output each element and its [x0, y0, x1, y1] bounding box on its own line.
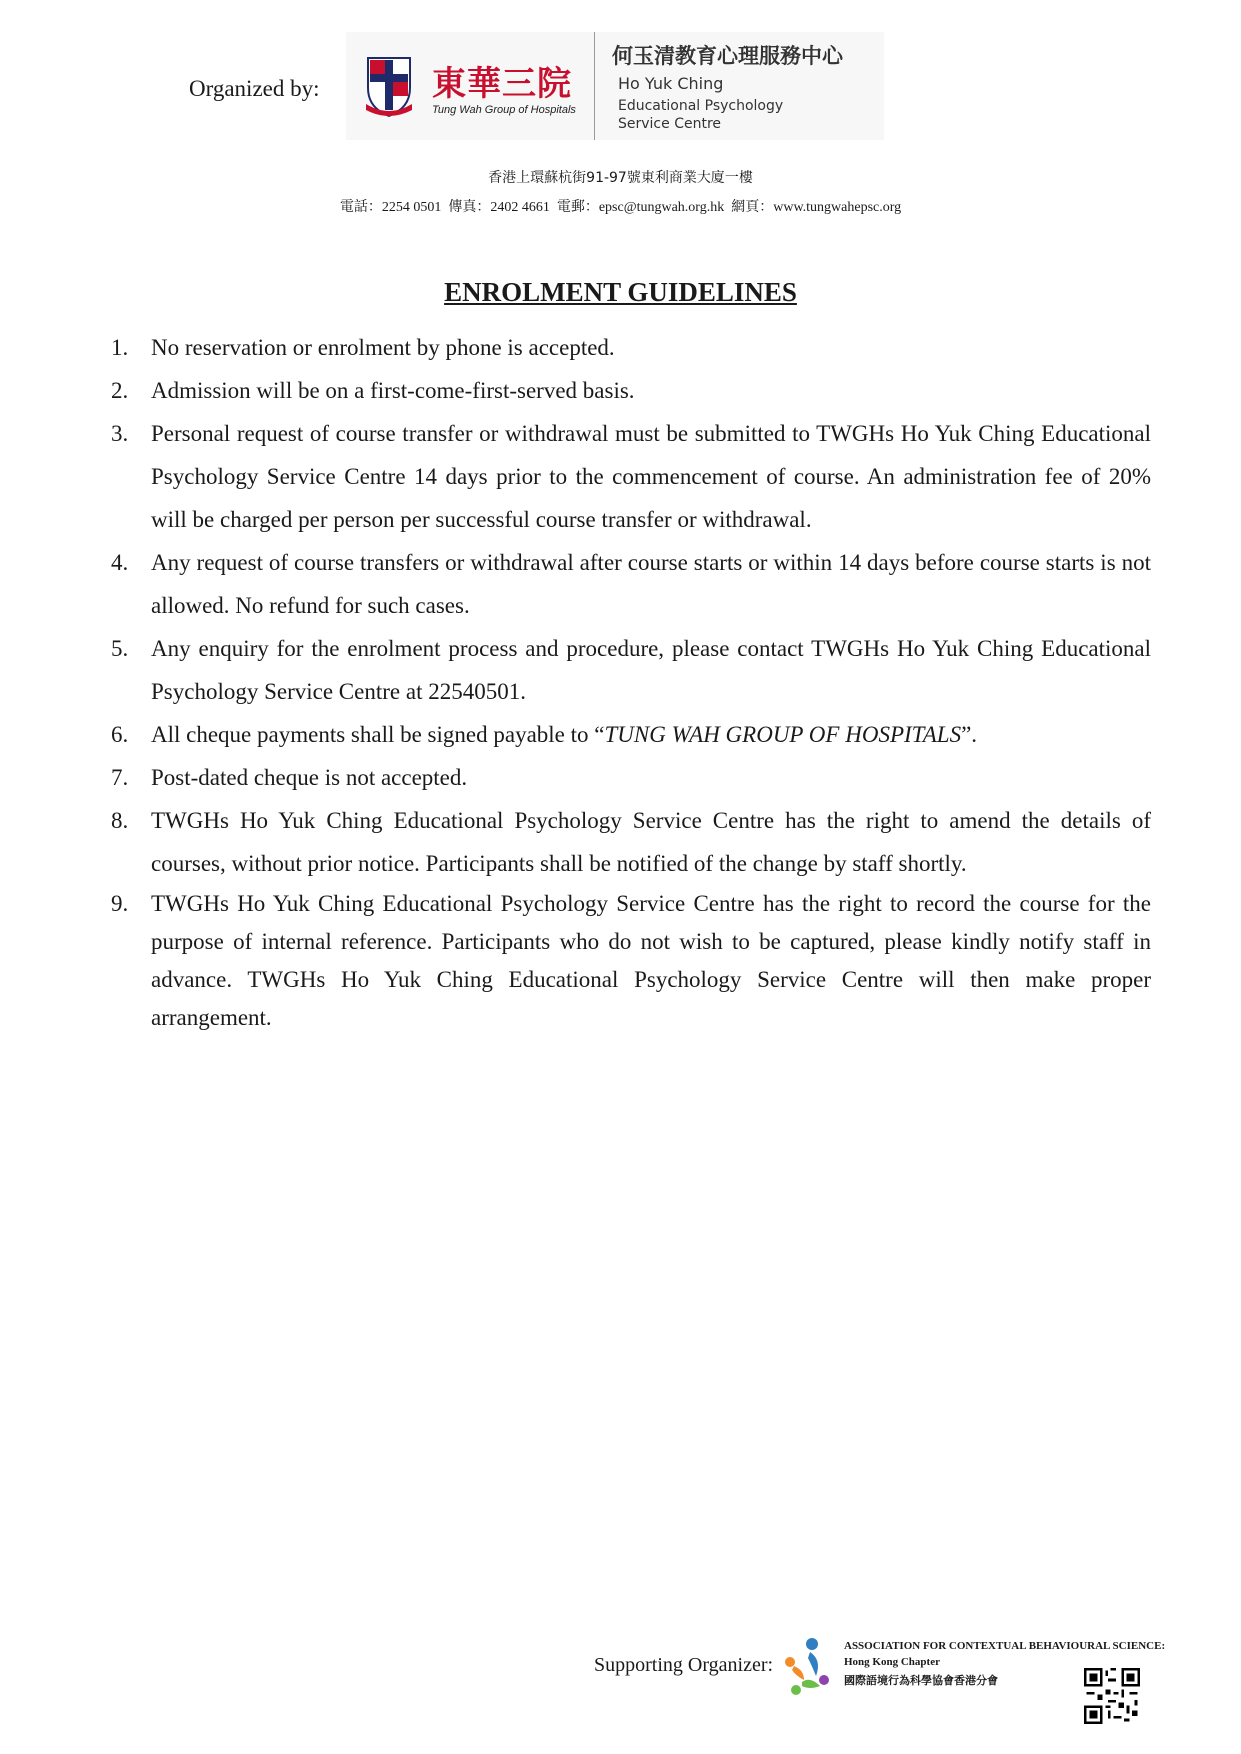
item-text: Post-dated cheque is not accepted.	[151, 765, 468, 790]
twgh-crest-icon	[364, 54, 414, 118]
item-number: 3.	[111, 421, 129, 446]
list-item	[111, 713, 1151, 756]
item-number: 4.	[111, 550, 129, 575]
epsc-name-en-line3: Service Centre	[618, 116, 722, 132]
contact-line	[0, 196, 1241, 216]
supporting-organizer-label: Supporting Organizer:	[594, 1654, 774, 1676]
item-text: Personal request of course transfer or withdrawal must be submitted to TWGHs Ho Yuk Ching Educational Psychology Service Centre 14 days prior to the commencement of course. An administration fee of 20% will be charged per person per successful course transfer or withdrawal.	[151, 421, 1151, 532]
phone-label: 電話：	[339, 200, 382, 215]
email-address[interactable]: epsc@tungwah.org.hk	[598, 200, 725, 215]
item-text: No reservation or enrolment by phone is accepted.	[151, 335, 615, 360]
list-item	[111, 326, 1151, 369]
acbs-name-en: ASSOCIATION FOR CONTEXTUAL BEHAVIOURAL SCIENCE:	[844, 1640, 1166, 1652]
item-number: 7.	[111, 765, 129, 790]
organized-by-label: Organized by:	[189, 76, 320, 101]
item-text: Any request of course transfers or withdrawal after course starts or within 14 days before course starts is not allowed. No refund for such cases.	[151, 550, 1151, 618]
item-text: Any enquiry for the enrolment process and procedure, please contact TWGHs Ho Yuk Ching Educational Psychology Service Centre at 22540501.	[151, 636, 1151, 704]
website[interactable]: www.tungwahepsc.org	[773, 200, 902, 215]
item-text: Admission will be on a first-come-first-served basis.	[151, 378, 635, 403]
fax-label: 傳真：	[448, 200, 491, 215]
email-label: 電郵：	[556, 200, 599, 215]
phone-number: 2254 0501	[381, 200, 442, 215]
epsc-name-en-line2: Educational Psychology	[618, 98, 784, 114]
item-number: 2.	[111, 378, 129, 403]
list-item	[111, 369, 1151, 412]
acbs-chapter: Hong Kong Chapter	[844, 1656, 940, 1668]
letterhead	[0, 0, 1241, 215]
web-label: 網頁：	[731, 200, 774, 215]
item-text-after: ”.	[961, 722, 978, 747]
item-number: 1.	[111, 335, 129, 360]
fax-number: 2402 4661	[490, 200, 550, 215]
list-item	[111, 541, 1151, 627]
item-number: 9.	[111, 891, 129, 916]
item-number: 8.	[111, 808, 129, 833]
twgh-name-en: Tung Wah Group of Hospitals	[432, 104, 576, 116]
list-item	[111, 627, 1151, 713]
twgh-name-cn: 東華三院	[432, 64, 572, 104]
acbs-logo-icon	[782, 1636, 832, 1698]
list-item	[111, 799, 1151, 885]
item-text-before: All cheque payments shall be signed payable to “	[151, 722, 605, 747]
page-title: ENROLMENT GUIDELINES	[444, 277, 797, 307]
qr-code-icon[interactable]	[1084, 1668, 1140, 1724]
address: 香港上環蘇杭街91-97號東利商業大廈一樓	[488, 170, 753, 186]
logo-divider	[594, 32, 595, 140]
epsc-name-en-line1: Ho Yuk Ching	[618, 74, 724, 93]
item-text: TWGHs Ho Yuk Ching Educational Psychology Service Centre has the right to record the course for the purpose of internal reference. Participants who do not wish to be captured, please kindly notify staff in advance. TWGHs Ho Yuk Ching Educational Psychology Service Centre will then make proper arrangement.	[151, 891, 1151, 1030]
organizer-logos	[346, 32, 884, 140]
list-item	[111, 412, 1151, 541]
item-number: 6.	[111, 722, 129, 747]
guidelines-list	[111, 326, 1151, 1037]
epsc-name-cn: 何玉清教育心理服務中心	[612, 44, 843, 68]
acbs-name-cn: 國際語境行為科學協會香港分會	[844, 1674, 998, 1687]
item-text: TWGHs Ho Yuk Ching Educational Psychology Service Centre has the right to amend the details of courses, without prior notice. Participants shall be notified of the change by staff shortly.	[151, 808, 1151, 876]
payee-name: TUNG WAH GROUP OF HOSPITALS	[604, 722, 962, 747]
list-item	[111, 756, 1151, 799]
item-number: 5.	[111, 636, 129, 661]
list-item	[111, 885, 1151, 1037]
